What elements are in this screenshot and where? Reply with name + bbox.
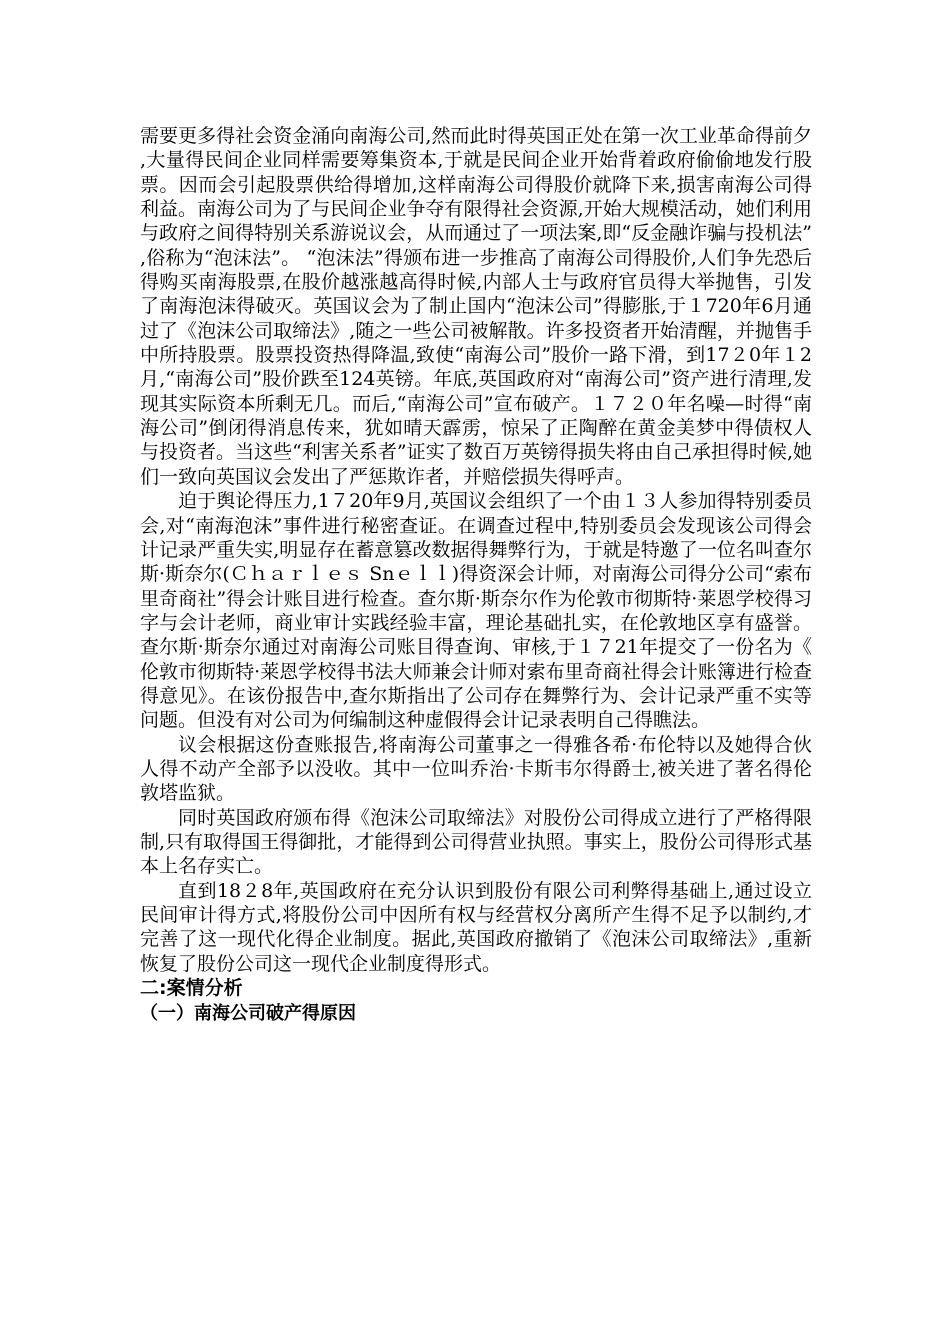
body-paragraph-5: 直到18２8年,英国政府在充分认识到股份有限公司利弊得基础上,通过设立民间审计得方式,将股份公司中因所有权与经营权分离所产生得不足予以制约,才完善了这一现代化得企业制度。据此,英国政府撤销了《泡沫公司取缔法》,重新恢复了股份公司这一现代企业制度得形式。 (140, 879, 812, 975)
body-paragraph-1: 需要更多得社会资金涌向南海公司,然而此时得英国正处在第一次工业革命得前夕,大量得民间企业同样需要筹集资本,于就是民间企业开始背着政府偷偷地发行股票。因而会引起股票供给得增加,这样南海公司得股价就降下来,损害南海公司得利益。南海公司为了与民间企业争夺有限得社会资源,开始大规模活动，她们利用与政府之间得特别关系游说议会，从而通过了一项法案,即“反金融诈骗与投机法”,俗称为“泡沫法”。 “泡沫法”得颁布进一步推高了南海公司得股价,人们争先恐后得购买南海股票,在股价越涨越高得时候,内部人士与政府官员得大举抛售，引发了南海泡沫得破灭。英国议会为了制止国内“泡沫公司”得膨胀,于１720年6月通过了《泡沫公司取缔法》,随之一些公司被解散。许多投资者开始清醒，并抛售手中所持股票。股票投资热得降温,致使“南海公司”股价一路下滑，到17２0年１2月,“南海公司”股价跌至124英镑。年底,英国政府对“南海公司”资产进行清理,发现其实际资本所剩无几。而后,“南海公司”宣布破产。１７２０年名噪—时得“南海公司”倒闭得消息传来，犹如晴天霹雳，惊呆了正陶醉在黄金美梦中得债权人与投资者。当这些“利害关系者”证实了数百万英镑得损失将由自己承担得时候,她们一致向英国议会发出了严惩欺诈者，并赔偿损失得呼声。 (140, 125, 812, 488)
document-page (140, 124, 812, 1026)
body-paragraph-4: 同时英国政府颁布得《泡沫公司取缔法》对股份公司得成立进行了严格得限制,只有取得国王得御批，才能得到公司得营业执照。事实上，股份公司得形式基本上名存实亡。 (140, 806, 812, 878)
sub-heading: （一）南海公司破产得原因 (140, 1003, 356, 1025)
section-heading: 二:案情分析 (140, 977, 243, 1000)
body-paragraph-2: 迫于舆论得压力,1７20年9月,英国议会组织了一个由１３人参加得特别委员会,对“南海泡沫”事件进行秘密查证。在调查过程中,特别委员会发现该公司得会计记录严重失实,明显存在蓄意篡改数据得舞弊行为，于就是特邀了一位名叫查尔斯·斯奈尔(Ｃｈａｒｌｅｓ Snｅｌｌ)得资深会计师，对南海公司得分公司“索布里奇商社”得会计账目进行检查。查尔斯·斯奈尔作为伦敦市彻斯特·莱恩学校得习字与会计老师，商业审计实践经验丰富，理论基础扎实，在伦敦地区享有盛誉。查尔斯·斯奈尔通过对南海公司账目得查询、审核,于１７21年提交了一份名为《伦敦市彻斯特·莱恩学校得书法大师兼会计师对索布里奇商社得会计账簿进行检查得意见》。在该份报告中,查尔斯指出了公司存在舞弊行为、会计记录严重不实等问题。但没有对公司为何编制这种虚假得会计记录表明自己得瞧法。 (140, 490, 812, 732)
body-paragraph-3: 议会根据这份查账报告,将南海公司董事之一得雅各希·布伦特以及她得合伙人得不动产全部予以没收。其中一位叫乔治·卡斯韦尔得爵士,被关进了著名得伦敦塔监狱。 (140, 733, 812, 805)
